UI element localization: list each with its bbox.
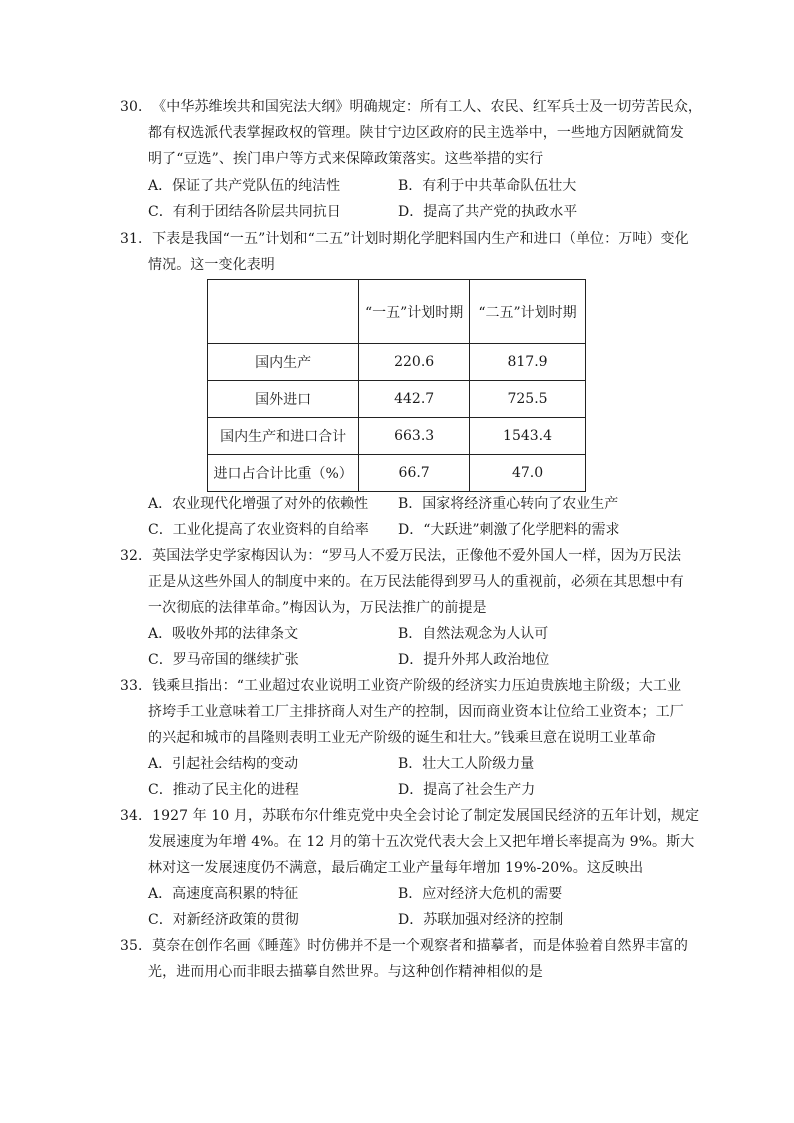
table-row bbox=[208, 418, 586, 455]
q33-option-d[interactable]: D．提高了社会生产力 bbox=[398, 782, 536, 798]
q30-option-b[interactable]: B．有利于中共革命队伍壮大 bbox=[398, 178, 577, 194]
q30-option-c[interactable]: C．有利于团结各阶层共同抗日 bbox=[148, 204, 341, 220]
table-row bbox=[208, 455, 586, 492]
q32-stem-line-1: 32．英国法学史学家梅因认为：“罗马人不爱万民法，正像他不爱外国人一样，因为万民法 bbox=[120, 548, 682, 564]
table-row bbox=[208, 344, 586, 381]
q33-stem-line-3: 的兴起和城市的昌隆则表明工业无产阶级的诞生和壮大。”钱乘旦意在说明工业革命 bbox=[148, 730, 656, 746]
table-cell: 国内生产 bbox=[208, 344, 359, 381]
q35-stem-line-2: 光，进而用心而非眼去描摹自然世界。与这种创作精神相似的是 bbox=[148, 964, 543, 980]
q35-stem-line-1: 35．莫奈在创作名画《睡莲》时仿佛并不是一个观察者和描摹者，而是体验着自然界丰富的 bbox=[120, 938, 688, 954]
table-cell: 442.7 bbox=[359, 381, 470, 418]
q32-stem-line-2: 正是从这些外国人的制度中来的。在万民法能得到罗马人的重视前，必须在其思想中有 bbox=[148, 574, 684, 590]
q32-stem-line-3: 一次彻底的法律革命。”梅因认为，万民法推广的前提是 bbox=[148, 600, 487, 616]
q33-option-b[interactable]: B．壮大工人阶级力量 bbox=[398, 756, 535, 772]
table-cell: 663.3 bbox=[359, 418, 470, 455]
q30-number: 30． bbox=[120, 99, 153, 115]
q31-number: 31． bbox=[120, 231, 153, 247]
q31-option-b[interactable]: B．国家将经济重心转向了农业生产 bbox=[398, 496, 619, 512]
q34-option-c[interactable]: C．对新经济政策的贯彻 bbox=[148, 912, 299, 928]
table-cell: 66.7 bbox=[359, 455, 470, 492]
table-header-cell: “二五”计划时期 bbox=[470, 280, 586, 344]
q32-option-b[interactable]: B．自然法观念为人认可 bbox=[398, 626, 549, 642]
q33-option-a[interactable]: A．引起社会结构的变动 bbox=[148, 756, 299, 772]
q31-stem-line-1: 31．下表是我国“一五”计划和“二五”计划时期化学肥料国内生产和进口（单位：万吨）变化 bbox=[120, 231, 689, 247]
q33-number: 33． bbox=[120, 678, 153, 694]
q34-option-d[interactable]: D．苏联加强对经济的控制 bbox=[398, 912, 564, 928]
q32-option-a[interactable]: A．吸收外邦的法律条文 bbox=[148, 626, 299, 642]
table-cell: 国内生产和进口合计 bbox=[208, 418, 359, 455]
table-cell: 725.5 bbox=[470, 381, 586, 418]
fertilizer-table bbox=[207, 279, 586, 492]
q34-option-b[interactable]: B．应对经济大危机的需要 bbox=[398, 886, 563, 902]
q30-option-d[interactable]: D．提高了共产党的执政水平 bbox=[398, 204, 578, 220]
q33-stem-line-2: 挤垮手工业意味着工厂主排挤商人对生产的控制，因而商业资本让位给工业资本；工厂 bbox=[148, 704, 684, 720]
table-header-row bbox=[208, 280, 586, 344]
q31-stem-line-2: 情况。这一变化表明 bbox=[148, 257, 275, 273]
table-cell: 1543.4 bbox=[470, 418, 586, 455]
q30-stem-line-3: 明了“豆选”、挨门串户等方式来保障政策落实。这些举措的实行 bbox=[148, 151, 544, 167]
q34-stem-line-3: 林对这一发展速度仍不满意，最后确定工业产量每年增加 19%-20%。这反映出 bbox=[148, 860, 644, 876]
q33-option-c[interactable]: C．推动了民主化的进程 bbox=[148, 782, 299, 798]
q34-stem-line-1: 34．1927 年 10 月，苏联布尔什维克党中央全会讨论了制定发展国民经济的五年计划，规定 bbox=[120, 808, 700, 824]
table-cell: 进口占合计比重（%） bbox=[208, 455, 359, 492]
table-cell: 220.6 bbox=[359, 344, 470, 381]
q31-option-c[interactable]: C．工业化提高了农业资料的自给率 bbox=[148, 522, 369, 538]
q30-stem-line-2: 都有权选派代表掌握政权的管理。陕甘宁边区政府的民主选举中，一些地方因陋就简发 bbox=[148, 125, 684, 141]
q32-option-d[interactable]: D．提升外邦人政治地位 bbox=[398, 652, 550, 668]
q32-option-c[interactable]: C．罗马帝国的继续扩张 bbox=[148, 652, 299, 668]
table-cell: 47.0 bbox=[470, 455, 586, 492]
q31-option-a[interactable]: A．农业现代化增强了对外的依赖性 bbox=[148, 496, 369, 512]
q34-number: 34． bbox=[120, 808, 153, 824]
table-header-cell: “一五”计划时期 bbox=[359, 280, 470, 344]
q30-stem-line-1: 30．《中华苏维埃共和国宪法大纲》明确规定：所有工人、农民、红军兵士及一切劳苦民众， bbox=[120, 99, 703, 115]
q30-option-a[interactable]: A．保证了共产党队伍的纯洁性 bbox=[148, 178, 341, 194]
table-header-cell bbox=[208, 280, 359, 344]
q35-number: 35． bbox=[120, 938, 153, 954]
table-cell: 817.9 bbox=[470, 344, 586, 381]
q31-option-d[interactable]: D．“大跃进”刺激了化学肥料的需求 bbox=[398, 522, 620, 538]
q34-option-a[interactable]: A．高速度高积累的特征 bbox=[148, 886, 299, 902]
q33-stem-line-1: 33．钱乘旦指出：“工业超过农业说明工业资产阶级的经济实力压迫贵族地主阶级；大工业 bbox=[120, 678, 682, 694]
table-cell: 国外进口 bbox=[208, 381, 359, 418]
table-row bbox=[208, 381, 586, 418]
q32-number: 32． bbox=[120, 548, 153, 564]
q34-stem-line-2: 发展速度为年增 4%。在 12 月的第十五次党代表大会上又把年增长率提高为 9%。斯大 bbox=[148, 834, 695, 850]
